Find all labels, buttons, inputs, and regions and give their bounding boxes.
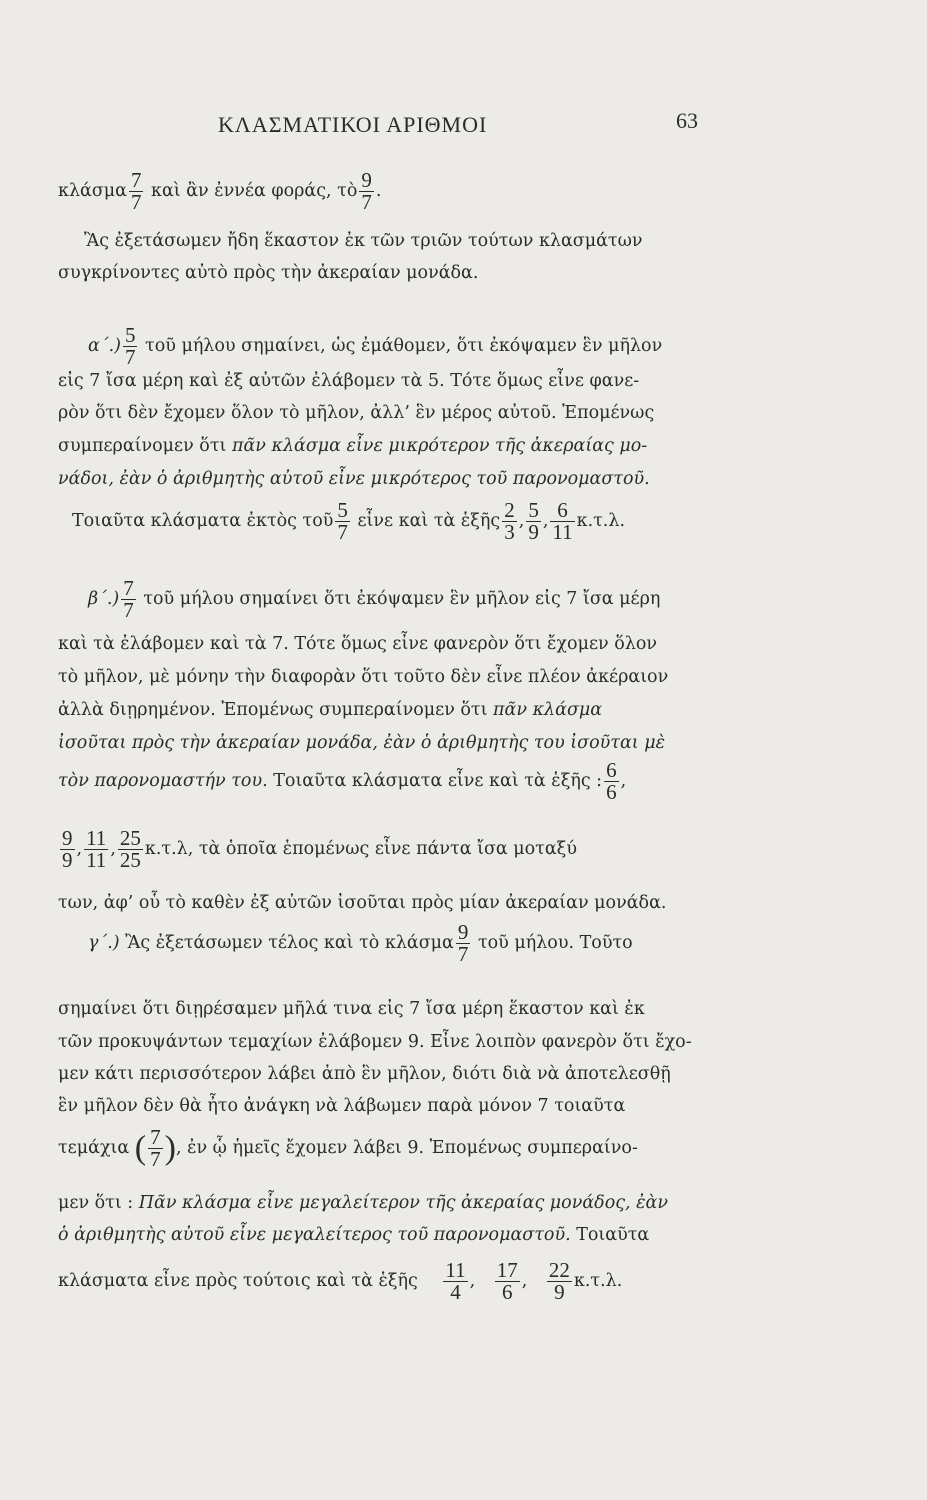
- denominator: 6: [495, 1281, 520, 1303]
- text-line: των, ἀφ’ οὗ τὸ καθὲν ἐξ αὐτῶν ἰσοῦται πρὸς μίαν ἀκεραίαν μονάδα.: [58, 893, 667, 913]
- text-span: ,: [76, 839, 83, 859]
- fraction: [121, 578, 136, 621]
- numerator: 5: [528, 498, 539, 522]
- denominator: 11: [552, 520, 573, 544]
- text-line: Ἂς ἐξετάσωμεν ἤδη ἕκαστον ἐκ τῶν τριῶν τούτων κλασμάτων: [84, 231, 643, 251]
- numerator: 7: [130, 168, 142, 192]
- text-line: [58, 1127, 638, 1170]
- text-span: Ἂς ἐξετάσωμεν τέλος καὶ τὸ κλάσμα: [119, 933, 454, 953]
- denominator: 7: [337, 520, 348, 544]
- text-line: [58, 760, 626, 803]
- numerator: 2: [504, 498, 515, 522]
- paren-open: (: [134, 1129, 147, 1167]
- numerator: 9: [62, 826, 73, 850]
- numerator: 7: [123, 576, 134, 600]
- text-line: μεν κάτι περισσότερον λάβει ἀπὸ ἓν μῆλον, διότι διὰ νὰ ἀποτελεσθῇ: [58, 1064, 671, 1084]
- denominator: 7: [130, 190, 142, 214]
- text-span: πᾶν κλάσμα εἶνε μικρότερον τῆς ἀκεραίας μο-: [231, 436, 648, 456]
- text-span: .: [375, 181, 382, 201]
- numerator: 17: [496, 1258, 518, 1282]
- text-line: ἰσοῦται πρὸς τὴν ἀκεραίαν μονάδα, ἐὰν ὁ ἀριθμητὴς του ἰσοῦται μὲ: [58, 733, 665, 753]
- page-number: 63: [676, 108, 698, 133]
- text-span: ,: [620, 771, 627, 791]
- text-span: μεν ὅτι :: [58, 1193, 139, 1213]
- text-line: σημαίνει ὅτι διῃρέσαμεν μῆλά τινα εἰς 7 ἴσα μέρη ἕκαστον καὶ ἐκ: [58, 999, 645, 1019]
- denominator: 4: [443, 1281, 467, 1303]
- numerator: 5: [337, 498, 348, 522]
- text-span: κ.τ.λ.: [576, 511, 626, 531]
- text-span: τοῦ μήλου σημαίνει, ὡς ἐμάθομεν, ὅτι ἐκόψαμεν ἓν μῆλον: [139, 336, 663, 356]
- fraction: [335, 500, 350, 543]
- text-span: ,: [469, 1271, 476, 1291]
- text-span: ,: [518, 511, 525, 531]
- text-line: [58, 1195, 668, 1213]
- text-span: τὸν παρονομαστήν του.: [58, 771, 268, 791]
- running-header: [0, 104, 927, 144]
- text-line: [58, 828, 577, 871]
- chapter-title: ΚΛΑΣΜΑΤΙΚΟΙ ΑΡΙΘΜΟΙ: [218, 112, 488, 137]
- text-span: ,: [521, 1271, 528, 1291]
- text-line: ἓν μῆλον δὲν θὰ ἦτο ἀνάγκη νὰ λάβωμεν παρὰ μόνον 7 τοιαῦτα: [58, 1096, 626, 1116]
- text-span: τοῦ μήλου. Τοῦτο: [472, 933, 633, 953]
- fraction: [547, 1260, 572, 1303]
- text-line: [58, 702, 602, 720]
- text-line: [72, 500, 625, 543]
- fraction: [550, 500, 574, 543]
- text-line: [88, 922, 633, 965]
- numerator: 11: [445, 1258, 466, 1282]
- fraction: [604, 760, 619, 803]
- denominator: 25: [119, 848, 141, 872]
- text-span: Πᾶν κλάσμα εἶνε μεγαλείτερον τῆς ἀκεραίας μονάδος, ἐὰν: [138, 1193, 669, 1213]
- text-span: κ.τ.λ, τὰ ὁποῖα ἑπομένως εἶνε πάντα ἴσα μοταξύ: [144, 839, 577, 859]
- denominator: 7: [150, 1147, 161, 1171]
- paren-close: ): [164, 1129, 176, 1167]
- numerator: 25: [119, 826, 141, 850]
- text-span: καὶ ἂν ἐννέα φοράς, τὸ: [145, 181, 358, 201]
- fraction: [123, 325, 138, 368]
- fraction: [443, 1260, 467, 1303]
- text-line: τὸ μῆλον, μὲ μόνην τὴν διαφορὰν ὅτι τοῦτο δὲν εἶνε πλέον ἀκέραιον: [58, 667, 669, 687]
- text-line: [88, 578, 660, 621]
- text-span: τεμάχια: [58, 1138, 135, 1158]
- denominator: 11: [86, 848, 107, 872]
- text-line: συγκρίνοντες αὐτὸ πρὸς τὴν ἀκεραίαν μονάδα.: [58, 263, 479, 283]
- denominator: 3: [504, 520, 515, 544]
- text-span: κλάσμα: [58, 181, 127, 201]
- fraction: [502, 500, 517, 543]
- fraction: [148, 1127, 163, 1170]
- denominator: 9: [62, 848, 73, 872]
- numerator: 6: [557, 498, 568, 522]
- fraction: [118, 828, 143, 871]
- numerator: 9: [361, 168, 372, 192]
- text-line: ρὸν ὅτι δὲν ἔχομεν ὅλον τὸ μῆλον, ἀλλ’ ἓν μέρος αὐτοῦ. Ἐπομένως: [58, 403, 655, 423]
- denominator: 9: [528, 520, 539, 544]
- text-span: Τοιαῦτα κλάσματα εἶνε καὶ τὰ ἑξῆς :: [267, 771, 603, 791]
- numerator: 22: [548, 1258, 570, 1282]
- text-line: εἰς 7 ἴσα μέρη καὶ ἐξ αὐτῶν ἐλάβομεν τὰ 5. Τότε ὅμως εἶνε φανε-: [58, 371, 640, 391]
- numerator: 6: [606, 758, 617, 782]
- text-line: [58, 1260, 622, 1303]
- section-marker: α΄.): [88, 336, 121, 356]
- numerator: 11: [86, 826, 107, 850]
- text-span: Τοιαῦτα κλάσματα ἐκτὸς τοῦ: [72, 511, 334, 531]
- fraction: [60, 828, 75, 871]
- section-marker: γ΄.): [88, 933, 120, 953]
- text-line: [58, 170, 381, 213]
- text-span: ,: [110, 839, 116, 859]
- text-span: κλάσματα εἶνε πρὸς τούτοις καὶ τὰ ἑξῆς: [58, 1271, 418, 1291]
- text-span: , ἐν ᾧ ἡμεῖς ἔχομεν λάβει 9. Ἐπομένως συμπεραίνο-: [175, 1138, 638, 1158]
- text-span: εἶνε καὶ τὰ ἑξῆς: [351, 511, 501, 531]
- text-span: Τοιαῦτα: [570, 1225, 650, 1245]
- text-line: [58, 438, 647, 456]
- section-marker: β΄.): [88, 589, 120, 609]
- fraction: [129, 170, 144, 213]
- text-line: καὶ τὰ ἐλάβομεν καὶ τὰ 7. Τότε ὅμως εἶνε φανερὸν ὅτι ἔχομεν ὅλον: [58, 634, 658, 654]
- fraction: [526, 500, 541, 543]
- text-span: πᾶν κλάσμα: [493, 700, 603, 720]
- text-line: νάδοι, ἐὰν ὁ ἀριθμητὴς αὐτοῦ εἶνε μικρότερος τοῦ παρονομαστοῦ.: [58, 469, 650, 489]
- text-line: [58, 1227, 649, 1245]
- numerator: 9: [457, 920, 469, 944]
- text-span: τοῦ μήλου σημαίνει ὅτι ἐκόψαμεν ἓν μῆλον εἰς 7 ἴσα μέρη: [137, 589, 661, 609]
- numerator: 5: [124, 323, 136, 347]
- text-line: τῶν προκυψάντων τεμαχίων ἐλάβομεν 9. Εἶνε λοιπὸν φανερὸν ὅτι ἔχο-: [58, 1032, 692, 1052]
- denominator: 9: [547, 1281, 572, 1303]
- text-span: συμπεραίνομεν ὅτι: [58, 436, 232, 456]
- denominator: 7: [457, 942, 469, 966]
- numerator: 7: [150, 1125, 161, 1149]
- denominator: 7: [124, 345, 136, 369]
- fraction: [359, 170, 374, 213]
- fraction: [456, 922, 471, 965]
- text-span: ,: [542, 511, 549, 531]
- fraction: [84, 828, 108, 871]
- text-line: [88, 325, 662, 368]
- text-span: κ.τ.λ.: [573, 1271, 623, 1291]
- text-span: ἀλλὰ διῃρημένον. Ἐπομένως συμπεραίνομεν ὅτι: [58, 700, 494, 720]
- denominator: 7: [123, 598, 134, 622]
- denominator: 6: [606, 780, 617, 804]
- fraction: [495, 1260, 520, 1303]
- denominator: 7: [361, 190, 372, 214]
- text-span: ὁ ἀριθμητὴς αὐτοῦ εἶνε μεγαλείτερος τοῦ παρονομαστοῦ.: [58, 1225, 571, 1245]
